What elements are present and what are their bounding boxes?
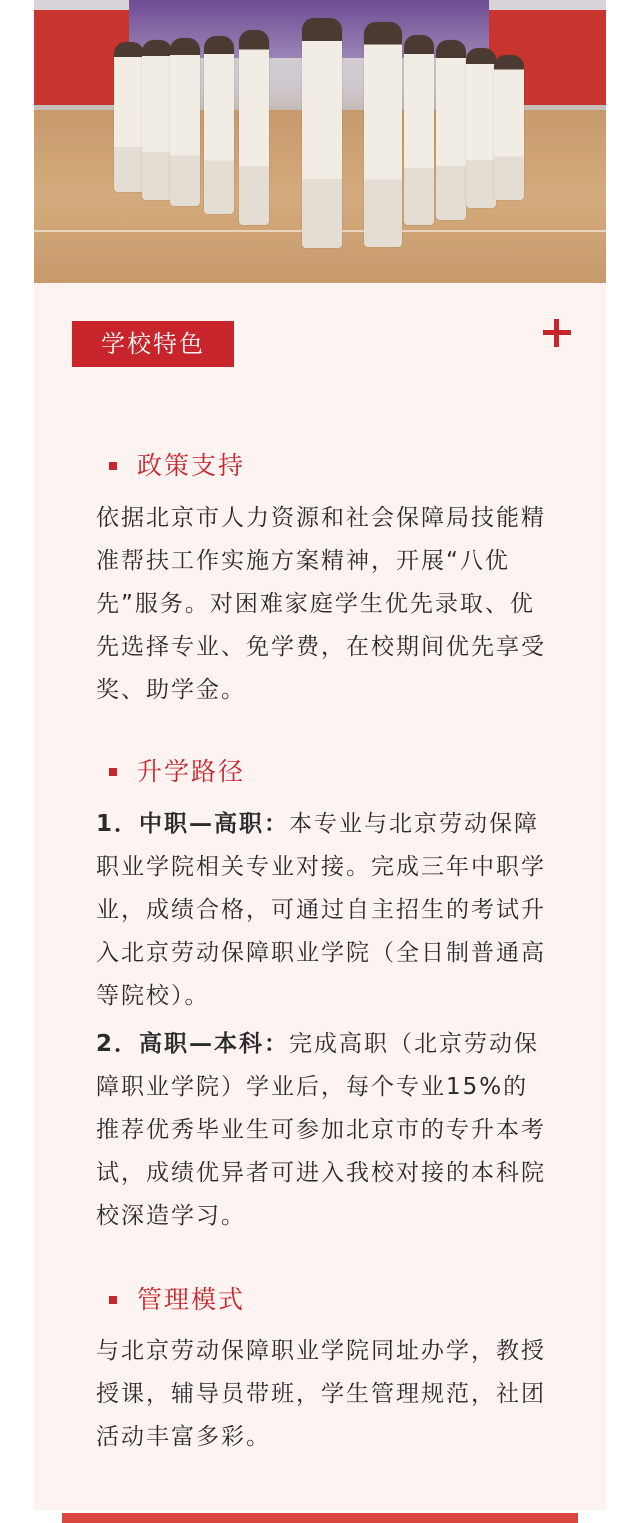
bottom-divider: [62, 1513, 578, 1523]
square-bullet-icon: [109, 1296, 117, 1304]
paragraph-text: 完成高职（北京劳动保障职业学院）学业后，每个专业15%的推荐优秀毕业生可参加北京市的专升本考试，成绩优异者可进入我校对接的本科院校深造学习。: [96, 1031, 546, 1229]
section-title: 管理模式: [137, 1285, 246, 1314]
photo-player: [404, 35, 434, 225]
paragraph-text: 本专业与北京劳动保障职业学院相关专业对接。完成三年中职学业，成绩合格，可通过自主招生的考试升入北京劳动保障职业学院（全日制普通高等院校）。: [96, 811, 546, 1009]
paragraph: [96, 1023, 546, 1238]
paragraph-text: 依据北京市人力资源和社会保障局技能精准帮扶工作实施方案精神，开展“八优先”服务。对困难家庭学生优先录取、优先选择专业、免学费，在校期间优先享受奖、助学金。: [96, 505, 546, 703]
paragraph: [96, 803, 546, 1018]
school-features-card: [34, 283, 606, 1510]
photo-player: [114, 42, 144, 192]
photo-player: [364, 22, 402, 247]
square-bullet-icon: [109, 768, 117, 776]
photo-player: [170, 38, 200, 206]
team-photo: [34, 0, 606, 283]
section-tag: 学校特色: [72, 321, 234, 367]
square-bullet-icon: [109, 462, 117, 470]
section-title: 政策支持: [137, 451, 246, 480]
photo-player: [142, 40, 172, 200]
plus-icon[interactable]: [543, 319, 571, 347]
paragraph: [96, 497, 546, 712]
paragraph-lead: 2．高职—本科：: [96, 1031, 290, 1057]
photo-player: [494, 55, 524, 200]
paragraph-lead: 1．中职—高职：: [96, 811, 290, 837]
photo-player: [436, 40, 466, 220]
photo-player: [239, 30, 269, 225]
photo-player: [204, 36, 234, 214]
paragraph: [96, 1330, 546, 1459]
section-title: 升学路径: [137, 757, 246, 786]
paragraph-text: 与北京劳动保障职业学院同址办学，教授授课，辅导员带班，学生管理规范，社团活动丰富多彩。: [96, 1338, 546, 1450]
photo-player: [466, 48, 496, 208]
photo-player: [302, 18, 342, 248]
